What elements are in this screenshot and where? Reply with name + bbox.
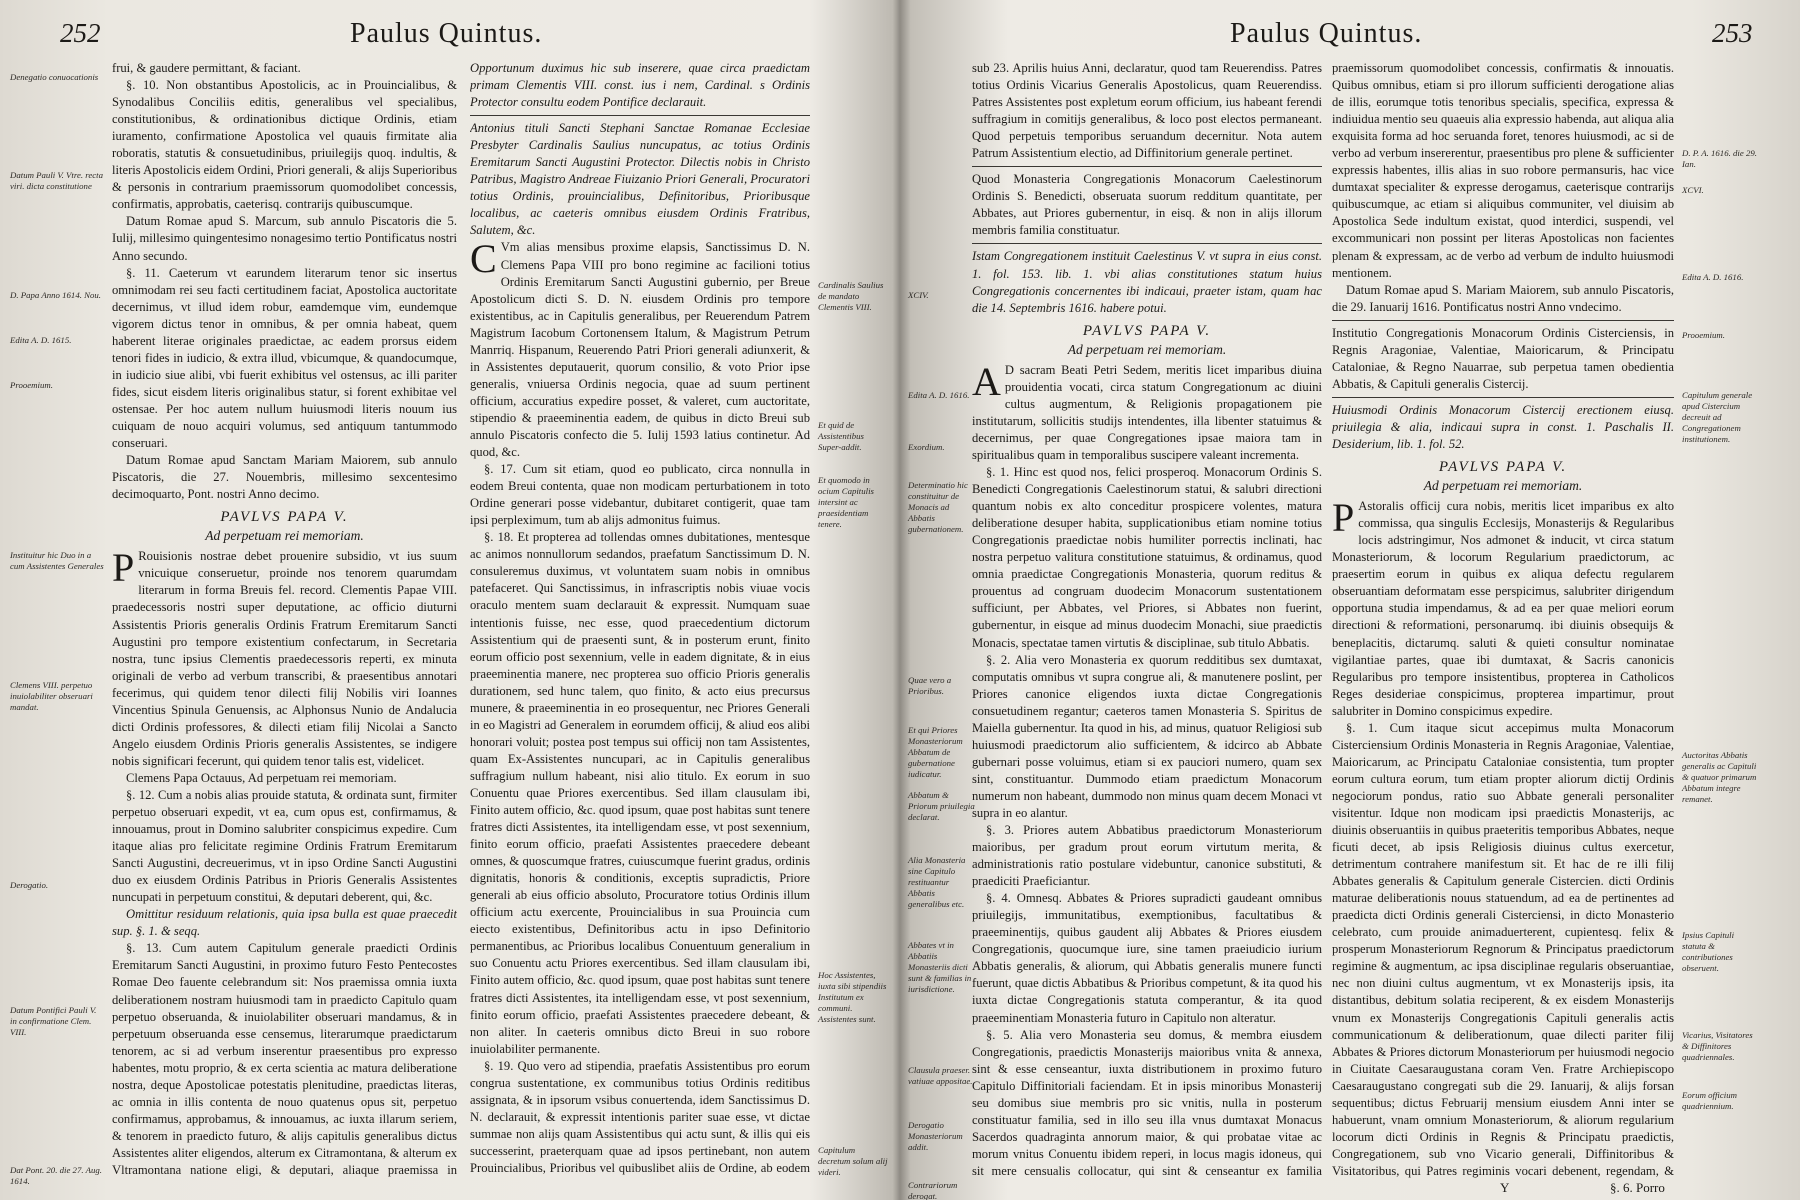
section-heading: PAVLVS PAPA V. <box>1082 322 1212 339</box>
address-text: Antonius tituli Sancti Stephani Sanctae Romanae Ecclesiae Presbyter Cardinalis Saulius nuncupatus, ac totius Ordinis Eremitarum Sancti Augustini Protector. Dilectis nobis in Christo Patribus, Magistro Andreae Fiuizanio Priori Generali, Procuratori totius Ordinis, prouincialibus, Definitoribus, Prioribusque localibus, ac caeteris omnibus eiusdem Ordinis Fratribus, Salutem, &c. <box>470 121 810 238</box>
body-text: §. 3. Priores autem Abbatibus praedictorum Monasteriorum maioribus, per gradum prout eorum virtutum merita, & administrationis ratio postulare videbuntur, canonice substituti, & praediciti Praeficiantur. <box>972 823 1322 889</box>
section-subheading: Ad perpetuam rei memoriam. <box>205 528 364 544</box>
margin-note: Cardinalis Saulius de mandato Clementis VIII. <box>818 280 884 312</box>
note-text: Huiusmodi Ordinis Monacorum Cistercij erectionem eiusq. priuilegia & alia, indicaui supra in const. 1. Paschalis II. Desiderium, lib. 1. fol. 52. <box>1332 402 1674 451</box>
margin-note: XCIV. <box>908 290 929 300</box>
right-outer-margin <box>1682 60 1757 1190</box>
margin-note: Clausula praeser. vatiuae appositae. <box>908 1065 973 1086</box>
left-column-2 <box>470 60 810 1180</box>
margin-note: Ipsius Capituli statuta & contributiones obseruent. <box>1682 930 1735 973</box>
margin-note: Quae vero a Prioribus. <box>908 675 952 696</box>
body-text-span: D sacram Beati Petri Sedem, meritis licet imparibus diuina prouidentia vocati, circa statum Congregationum ac diuini cultus augmentum, & Religionis propagationem pie institutarum, sollicitis studijs intendentes, illa libenter statuimus & decernimus, per quae Congregationes ipsae maiora tam in spiritualibus quam in temporalibus suscipere valeant incrementa. <box>972 362 1322 462</box>
section-heading: PAVLVS PAPA V. <box>1438 459 1568 476</box>
margin-note: Denegatio conuocationis <box>10 72 99 82</box>
rule <box>972 166 1322 167</box>
signature-mark: Y <box>1500 1180 1510 1195</box>
rule <box>1332 320 1674 321</box>
catchword: §. 6. Porro <box>1610 1180 1665 1195</box>
datum-text: Datum Romae apud S. Mariam Maiorem, sub annulo Piscatoris, die 29. Ianuarij 1616. Pontificatus nostri Anno vndecimo. <box>1332 282 1674 314</box>
body-text-span: Rouisionis nostrae debet prouenire subsidio, vt ius suum vnicuique conseruetur, proinde nos tenorem quarumdam literarum in forma Breuis fel. record. Clementis Papae VIII. praedecessoris nostri super deputatione, ac officio diuturni Assistentis Prioris generalis Ordinis Fratrum Eremitarum Sancti Augustini pro tempore existentium confectarum, in Secretaria nostra, tunc ipsius Clementis praedecessoris reperti, ex minuta originali de verbo ad verbum transcribi, & praesentibus annotari fecerimus, qui quidem tenor dilecti filij Nobilis viri Ioannes Vincentius Spinula Genuensis, ac Alphonsus Nunio de Andalucia dicti Ordinis professores, & dilecti etiam filij Nicolai a Sancto Angelo eiusdem Ordinis Prioris generalis Assistentes, se indigere nobis significari fecerunt, qui quidem tenor talis est, videlicet. <box>112 549 457 768</box>
body-text: §. 4. Omnesq. Abbates & Priores supradicti gaudeant omnibus priuilegijs, immunitatibus, exemptionibus, facultatibus & praeeminentijs, quibus gaudent alij Abbates & Priores eiusdem Congregationis, quocumque iure, sine tamen praeiudicio iurium Abbatis generalis, & aliorum, qui Abbatis generalis munere functi fuerunt, quae dictis Abbatibus & Prioribus competunt, & ita quod his iuxta dictae Congregationis statuta comperantur, & ita quod praeeminentiam Monasteria futuro in Capitulo non alteratur. <box>972 891 1322 1025</box>
body-text <box>470 236 810 461</box>
body-text: sub 23. Aprilis huius Anni, declaratur, quod tam Reuerendiss. Patres totius Ordinis Vicarius Generalis Apostolicus, quam Reuerendiss. Patres Assistentes post expletum eorum officium, ius habeant ferendi suffragium in comitijs generalibus, & loco post electos permaneant. Quod perpetuis temporibus seruandum decernitur. Nota autem Patrum Assistentium electio, ad Diffinitorium generale pertinet. <box>972 61 1322 161</box>
margin-note: Vicarius, Visitatores & Diffinitores quadriennales. <box>1682 1030 1753 1062</box>
margin-note: Et quid de Assistentibus Super-addit. <box>818 420 864 452</box>
margin-note: Abbates vt in Abbatiis Monasteriis dicti sunt & familias in iurisdictione. <box>908 940 972 994</box>
margin-note: Prooemium. <box>1682 330 1725 340</box>
body-text-span: Astoralis officij cura nobis, meritis licet imparibus ex alto commissa, qua singulis Ecclesijs, Monasterijs & Regularibus locis adstringimur, Nos admonet & inducit, vt circa statum Monasteriorum, & locorum Regularium praedictorum, ac praesertim eorum in quibus ex aliqua defectu regularem obseruantiam deformatam esse perspicimus, salubriter dirigendum opportuna studia impendamus, & ad ea per quae meliori eorum directioni & reformationi, personarumq. ibi diuinis obsequijs & beneplacitis, dictarumq. saluti & quieti consultur nominatae vigilantiae partes, quae ibi dumtaxat, & Sacris canonicis Regularibus pro tempore insistentibus, propterea in Catholicos Reges desideriae conspicimus, propterea impartimur, prout salubriter in Domino conspicimus expedire. <box>1332 499 1674 718</box>
rule <box>972 243 1322 244</box>
left-page-inner-margin <box>818 60 888 1190</box>
body-text: §. 11. Caeterum vt earundem literarum tenor sic insertus omnimodam rei seu facti certitudinem faciat, Apostolica auctoritate decernimus, vt illud idem robur, eamdemque vim, eundemque vigorem dictus tenor in omnibus, & per omnia habeat, quem haberent literae originales praedictae, ac eadem prorsus eidem tenori fides in iudicio, & extra illud, vbicumque, & quandocumque, in iudicio siue alibi, vbi fuerit exhibitus vel ostensus, ac illi pariter fides, sicut eisdem literis originalibus statur, si forent exhibitae vel ostensae. Per hoc autem nullum huiusmodi literis nouum ius cuiquam de nouo acquiri volumus, sed antiquum tantummodo conseruari. <box>112 265 457 451</box>
body-text: §. 18. Et propterea ad tollendas omnes dubitationes, mentesque ac animos nonnullorum sedandos, praefatum Sanctissimum D. N. consuleremus duximus, vt voluntatem suam nobis in omnibus patefaceret. Qui Sanctissimus, in infrascriptis nobis viuae vocis oraculo mentem suam declarauit & expressit. Numquam suae intentionis fuisse, nec esse, quod praecedentium dictorum Assistentium qui de praesenti sunt, & in posterum erunt, finito eorum officio post sexennium, velle in eadem dignitate, & in eius praeeminentia manere, nec propterea suo officio Prioris generalis durationem, sed hunc talem, quo finito, & acto eius precursus munere, & praeeminentia in eo prosequentur, nec Priores Generali in eo Magistri ad Generalem in eorumdem officij, & aliud eos alibi honorari voluit; postea post tempus sui officij non tam Assistentes, quam Ex-Assistentes nuncupari, ac in Capitulis generalibus suffragium nullum habeant, nisi alio titulo. Ex eorum in suo Conuentu quae Priores exercentibus. Sed illam clausulam ibi, Finito autem officio, &c. quod ipsum, quae post habitas sunt tenere fratres dicti Assistentes, ita intelligendam esse, vt post sexennium, finito eorum officio, praefati Assistentes praecedere debeant omnes, & quoscumque fratres, cuiuscumque fuerint gradus, ordinis dignitatis, honoris & conditionis, exceptis supradictis, Priore generali ab eius officio absoluto, Procuratore totius Ordinis illum officium actu exercente, Prouincialibus in sua Prouincia cum eiecto existentibus, Definitoribus actu in ipso Definitorio permanentibus, ac Prioribus localibus Conuentuum generalium in suo Conuentu actu Priores exercentibus. Sed illam clausulam ibi, Finito autem officio, &c. quod ipsum, quae post habitas sunt tenere fratres dicti Assistentes, ita intelligendam esse, vt post sexennium, finito eorum officio, praefati Assistentes praecedere debeant, & non aliter. In caeteris omnibus dicto Breui in suo robore inuiolabiliter permanente. <box>470 530 810 1056</box>
page-number: 253 <box>1712 18 1753 48</box>
margin-note: Derogatio. <box>10 880 49 890</box>
body-text: §. 17. Cum sit etiam, quod eo publicato, circa nonnulla in eodem Breui contenta, quae non modicam perturbationem in toto Ordine generari posse videbantur, dubitaret contigerit, quae tam ipsi perpleximum, tum ab alijs admonitus fuimus. <box>470 462 810 528</box>
margin-note: Abbatum & Priorum priuilegia declarat. <box>908 790 975 822</box>
body-text: Clemens Papa Octauus, Ad perpetuam rei memoriam. <box>126 770 397 785</box>
right-column-2 <box>1332 60 1674 1180</box>
body-text: §. 5. Alia vero Monasteria seu domus, & membra eiusdem Congregationis, praedictis Monasterijs maioribus vnita & annexa, sint & esse censeantur, iuxta distributionem in proximo futuro Capitulo Diffinitoriali faciendam. Et in ipsis minoribus Monasterij seu domibus siue membris pro sic vnitis, nulla in posterum constituatur familia, sed in illo seu illa vnus dumtaxat Monacus Sacerdos quadraginta annorum maior, & qui probatae vitae ac morum vnitus Conuentu ibidem reperi, in locus magis idoneus, qui sit mere censualis collocatur, qui sint & censeantur ex familia <box>972 1027 1322 1178</box>
margin-note: D. Papa Anno 1614. Nou. <box>10 290 101 300</box>
drop-cap: C <box>470 236 497 282</box>
summary-text: Institutio Congregationis Monacorum Ordinis Cisterciensis, in Regnis Aragoniae, Valentiae, Maioricarum, & Principatu Cataloniae, & Regno Nauarrae, sub perpetua tamen obedientia Abbatis, & Capituli generalis Cistercij. <box>1332 325 1674 391</box>
left-margin-notes <box>10 60 105 1190</box>
margin-note: Edita A. D. 1616. <box>908 390 970 400</box>
note-text: Omittitur residuum relationis, quia ipsa bulla est quae praecedit sup. §. 1. & seqq. <box>112 907 457 939</box>
body-text: §. 10. Non obstantibus Apostolicis, ac in Prouincialibus, & Synodalibus Conciliis editis, generalibus vel specialibus, constitutionibus, & ordinationibus dictique Ordinis, etiam iuramento, confirmatione Apostolica vel quauis firmitate alia roboratis, statutis & consuetudinibus, priuilegijs quoq. indultis, & literis Apostolicis eidem Ordini, Priori generali, & alijs Superioribus & personis in contrarium praemissorum quomodolibet concessis, confirmatis, approbatis, caeterisq. contrarijs quibuscumque. <box>112 78 457 212</box>
margin-note: Derogatio Monasteriorum addit. <box>908 1120 963 1152</box>
right-column-1 <box>972 60 1322 1180</box>
body-text <box>112 545 457 770</box>
margin-note: XCVI. <box>1682 185 1704 195</box>
margin-note: Dat Pont. 20. die 27. Aug. 1614. <box>10 1165 102 1186</box>
margin-note: Clemens VIII. perpetuo inuiolabiliter obseruari mandat. <box>10 680 93 712</box>
drop-cap: P <box>1332 495 1355 541</box>
margin-note: Auctoritas Abbatis generalis ac Capituli & quatuor primarum Abbatum integre remanet. <box>1682 750 1757 804</box>
rule <box>1332 397 1674 398</box>
margin-note: Edita A. D. 1615. <box>10 335 72 345</box>
margin-note: Determinatio hic constituitur de Monacis ad Abbatis gubernationem. <box>908 480 968 534</box>
body-text: §. 12. Cum a nobis alias prouide statuta, & ordinata sunt, firmiter perpetuo obseruari expedit, vt ea, cum opus est, confirmamus, & innouamus, prout in Domino salubriter conspicimus expedire. Cum itaque alias pro felicitate regimine Ordinis Fratrum Eremitarum Sancti Augustini, decreuerimus, vt in ipso Ordine Sancti Augustini duo ex eiusdem Ordinis Patribus in Prioris Generalis Assistentes nuncupati in perpetuum constitui, & deputari deberent, qui, &c. <box>112 787 457 905</box>
margin-note: Hoc Assistentes, iuxta sibi stipendiis Institutum ex communi. Assistentes sunt. <box>818 970 887 1024</box>
body-text: §. 1. Hinc est quod nos, felici prosperoq. Monacorum Ordinis S. Benedicti Congregationis Caelestinorum statui, & salubri directioni quantum nobis ex alto conceditur prospicere volentes, matura deliberatione desuper habita, supplicationibus etiam nomine totius Congregationis praedictae nobis humiliter porrectis inclinati, hac nostra perpetuo valitura constitutione statuimus, & ordinamus, quod omnia praedictae Congregationis Monasteria, quorum reditus & prouentus ad congruam duodecim Monacorum sustentationem sufficiunt, per Abbates, vel Priores, si Abbates non fuerint, gubernentur, in eisque ad minus duodecim Monachi, siue praedictis Monacis, spectatae tamen virtutis & disciplinae, sub titulo Abbatis. <box>972 465 1322 650</box>
section-subheading: Ad perpetuam rei memoriam. <box>1423 478 1583 494</box>
margin-note: Prooemium. <box>10 380 53 390</box>
body-text: §. 1. Cum itaque sicut accepimus multa Monacorum Cisterciensium Ordinis Monasteria in Regnis Aragoniae, Valentiae, Maioricarum, ac Principatu Cataloniae consistentia, tum propter eorum cultura eorum, tum etiam propter aliorum dictij Ordinis negociorum pondus, ratio suo Abbate generali personaliter visitentur. Idque non modicam ipsi praedictis Monasterijs, ac diuinis obseruantiis in quibus praeteritis temporibus Abbates, neque ficuti decet, ab ipsis Religiosis diuinus cultus exercetur, detrimentum contrahere manifestum sit. Et hac de re illi filij Abbates generalis & Capitulum generale Cistercien. dicti Ordinis maturae deliberationis nouus statuendum, ad ea de pertinentes ad praedicta dicti Ordinis generali Cisterciensi, in dicto Monasterio celebrato, cum prouide animaduerterent, cupientesq. felix & prosperum Monasteriorum Regnorum & Principatus praedictorum regimine & augmentum, ac ipsa disciplinae regularis obseruantiae, nec non diuini cultus augmentum, vt ex Monasterijs ipsis, ita distantibus, debitum solatia reciperent, & ex eisdem Monasterijs vnum ex Monasterijs Congregationis Capituli generalis actis communicationum & deliberationum, quae dilecti pariter filij Abbates & Priores dictorum Monasteriorum per huiusmodi negocio in Ciuitate Caesaraugustana coram Ven. Fratre Archiepiscopo Caesaraugustano congregati sub die 29. Ianuarij, & alijs forsan sequentibus; dictus Februarij mensium eiusdem Anni inter se habuerunt, vnam omnium Monasteriorum, & aliorum regularium locorum dicti Ordinis in Regnis & Principatu praedictis, Congregationem, sub vno Vicario generali, Diffinitoribus & Visitatoribus, qui Patres regiminis vocari debenent, regendam, & <box>1332 720 1674 1178</box>
running-head: Paulus Quintus. <box>350 18 543 49</box>
datum-text: Datum Romae apud S. Marcum, sub annulo Piscatoris die 5. Iulij, millesimo quingentesimo nonagesimo tertio Pontificatus nostri Anno secundo. <box>112 214 457 263</box>
datum-text: Datum Romae apud Sanctam Mariam Maiorem, sub annulo Piscatoris, die 27. Nouembris, millesimo sexcentesimo decimoquarto, Pont. nostri Anno decimo. <box>112 453 457 502</box>
body-text: frui, & gaudere permittant, & faciant. <box>112 61 301 75</box>
left-column-1 <box>112 60 457 1180</box>
drop-cap: P <box>112 545 135 591</box>
body-text: §. 19. Quo vero ad stipendia, praefatis Assistentibus pro eorum congrua sustentatione, ex communibus totius Ordinis reditibus assignata, & in ipsorum vsibus conuertenda, idem Sanctissimus D. N. declarauit, & expressit intentionis pariter suae esse, vt dictae summae non alijs quam Assistentibus qui actu sunt, & illis qui eis successerint, praeterquam quae ad ipsos pertinebant, non autem Prouincialibus, Prioribus vel quibuslibet aliis de Ordine, ab eodem <box>470 1058 810 1175</box>
section-heading: PAVLVS PAPA V. <box>220 509 349 526</box>
summary-text: Quod Monasteria Congregationis Monacorum Caelestinorum Ordinis S. Benedicti, obseruata suorum redditum quantitate, per Abbates, aut Priores gubernentur, in eisq. & non in alijs illorum membris familia constituatur. <box>972 172 1322 238</box>
right-page-inner-margin <box>908 60 978 1200</box>
margin-note: Et quomodo in ocium Capitulis intersint ac praesidentiam tenere. <box>818 475 874 529</box>
margin-note: Edita A. D. 1616. <box>1682 272 1744 282</box>
running-head: Paulus Quintus. <box>1230 18 1423 49</box>
margin-note: Datum Pauli V. Vtre. recta viri. dicta constitutione <box>10 170 104 191</box>
margin-note: Capitulum generale apud Cistercium decreuit ad Congregationem institutionem. <box>1682 390 1753 444</box>
section-subheading: Ad perpetuam rei memoriam. <box>1067 341 1227 357</box>
margin-note: Instituitur hic Duo in a cum Assistentes Generales <box>10 550 104 571</box>
margin-note: D. P. A. 1616. die 29. Ian. <box>1682 148 1757 169</box>
margin-note: Eorum officium quadriennium. <box>1682 1090 1737 1111</box>
note-text: Istam Congregationem instituit Caelestinus V. vt supra in eius const. 1. fol. 153. lib. 1. vbi alias constitutiones statum huius Congregationis concernentes ibi indicaui, praeter istam, quam hac die 14. Septembris 1616. habere potui. <box>972 249 1322 315</box>
body-text: §. 2. Alia vero Monasteria ex quorum redditibus sex dumtaxat, computatis omnibus vt supra congrue ali, & manutenere poslint, per Priores canonice eligendos iuxta dictae Congregationis consuetudinem regantur; caeteros tamen Monasteria S. Spiritus de Maiella gubernentur. Ita quod in his, ad minus, quatuor Religiosi sub huiusmodi praedictorum alio sufficientem, & idcirco ab Abbate gubernari posse voluimus, etiam si ex pauciori numero, quam sex sint, constituantur. Dummodo etiam praedictum Monacorum numerum non habeant, dummodo non minus quam decem Monaci vt supra in eo alantur. <box>972 652 1322 820</box>
intro-text: Opportunum duximus hic sub inserere, quae circa praedictam primam Clementis VIII. const. ius i nem, Cardinal. s Ordinis Protector consultu eodem Pontifice declarauit. <box>470 61 810 110</box>
page-number: 252 <box>60 18 101 48</box>
margin-note: Contrariorum derogat. <box>908 1180 958 1200</box>
rule <box>470 115 810 116</box>
drop-cap: A <box>972 358 1001 404</box>
margin-note: Et qui Priores Monasteriorum Abbatum de gubernatione iudicatur. <box>908 725 963 779</box>
body-text: §. 13. Cum autem Capitulum generale praedicti Ordinis Eremitarum Sancti Augustini, in proximo futuro Festo Pentecostes Romae Deo fauente celebrandum sit: Nos praemissa omnia iuxta deliberationem nostram huiusmodi tam in praedicto Capitulo quam perpetuo obseruanda, & inuiolabiliter obseruari mandamus, & in perpetuum obseruanda esse censemus, literarumque praedictarum tenorem, ac si ad verbum inserentur praesentibus pro expresso habentes, motu proprio, & ex certa scientia ac matura deliberatione nostra, deque Apostolicae potestatis plenitudine, praedictas literas, ac omnia in illis contenta de nouo quatenus opus sit, perpetuo confirmamus, approbamus, & innouamus, ac iuxta illarum seriem, & tenorem in praedicto futuro, & alijs capitulis generalibus dictus Assistentes aliter eligendos, alterum ex Citramontana, & alterum ex Vltramontana natione eligi, & deputari, aliaque praemissa in <box>112 941 457 1177</box>
body-text-span: Vm alias mensibus proxime elapsis, Sanctissimus D. N. Clemens Papa VIII pro bono regimine ac facilioni totius Ordinis Eremitarum Sancti Augustini gubernio, per Breue Apostolicum dicti S. D. N. eiusdem Ordinis pro tempore existentibus, ac in Capitulis generalibus, per Reuerendum Patrem Magistrum Iacobum Cortonensem Italum, & Magistrum Petrum Manrriq. Hispanum, Reuerendo Patri Priori generali adiunxerit, & in Assistentes deputauerit, quorum consilio, & voto Prior ipse generalis, vniuersa Ordinis negocia, quae ad suum pertinent officium, accuratius expedire posset, & valeret, cum auctoritate, stipendio & praeeminentia eadem, de quibus in dicto Breui sub annulo Piscatoris confecto die 5. Iulij 1593 latius continetur. Ad quod, &c. <box>470 240 810 460</box>
margin-note: Exordium. <box>908 442 945 452</box>
margin-note: Capitulum decretum solum alij videri. <box>818 1145 888 1177</box>
right-page <box>900 0 1800 1200</box>
body-text <box>972 358 1322 464</box>
body-text: praemissorum quomodolibet concessis, confirmatis & innouatis. Quibus omnibus, etiam si pro illorum sufficienti derogatione alias de illis, eorumque totis tenoribus specialis, specifica, expressa & indiuidua mentio seu quaeuis alia expressio habenda, aut aliqua alia exquisita forma ad hoc seruanda foret, tenores huiusmodi, ac si de verbo ad verbum insererentur, praesentibus pro plene & sufficienter expressis habentes, illis alias in suo robore permansuris, hac vice dumtaxat specialiter & expresse derogamus, caeterisque contrarijs quibuscumque, ac etiam si aliquibus communiter, vel diuisim ab Apostolica Sede indultum existat, quod interdici, suspendi, vel excommunicari non possint per literas Apostolicas non facientes plenam & expressam, ac de verbo ad verbum de indulto huiusmodi mentionem. <box>1332 61 1674 280</box>
margin-note: Alia Monasteria sine Capitulo restituantur Abbatis generalibus etc. <box>908 855 966 909</box>
margin-note: Datum Pontifici Pauli V. in confirmatione Clem. VIII. <box>10 1005 97 1037</box>
body-text <box>1332 495 1674 720</box>
